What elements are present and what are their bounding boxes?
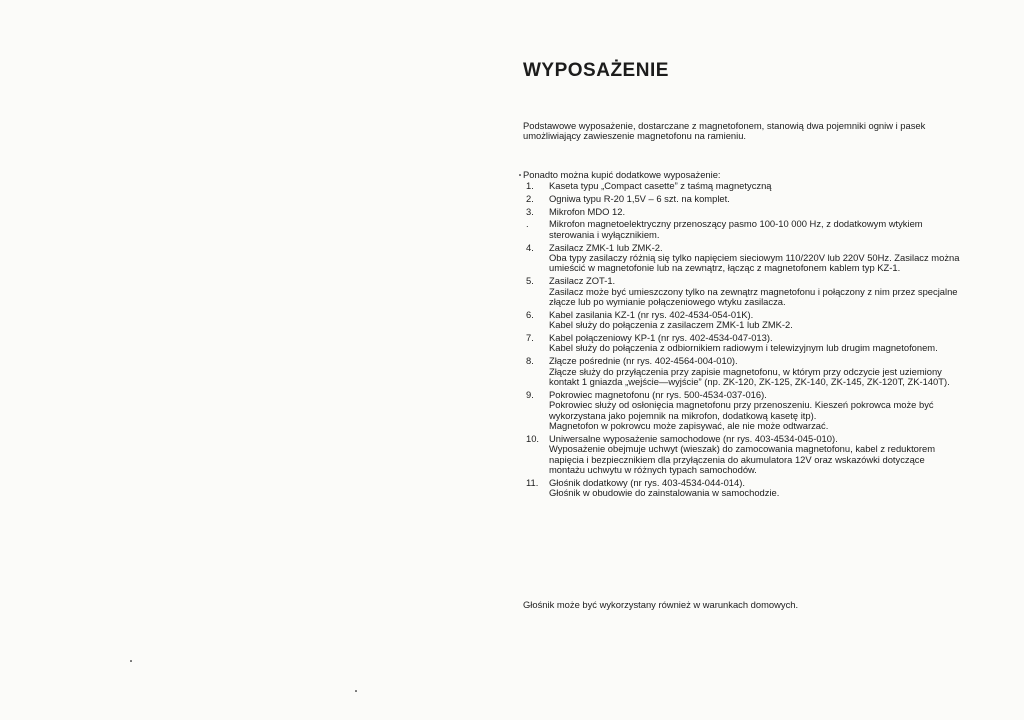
item-text: Złącze pośrednie (nr rys. 402-4564-004-010). Złącze służy do przyłączenia przy zapisie magnetofonu, w którym przy odczycie jest uziemiony kontakt 1 gniazda „wejście—wyjście” (np. ZK-120, ZK-125, ZK-140, ZK-145, ZK-120T, ZK-140T). [549,355,950,388]
item-number: 4. [526,241,534,253]
item-number: 3. [526,205,534,217]
item-number: 1. [526,180,534,191]
list-item [523,390,963,432]
page-title: WYPOSAŻENIE [523,60,669,81]
item-number: 9. [526,388,534,400]
item-text: Głośnik dodatkowy (nr rys. 403-4534-044-014). Głośnik w obudowie do zainstalowania w samochodzie. [549,476,780,499]
scan-speck [519,174,521,176]
list-item [523,434,963,476]
item-text: Pokrowiec magnetofonu (nr rys. 500-4534-037-016). Pokrowiec służy od osłonięcia magnetofonu przy przenoszeniu. Kieszeń pokrowca może być wykorzystana jako pojemnik na mikrofon, dodatkową kasetę itp). Magnetofon w pokrowcu może zapisywać, ale nie może odtwarzać. [549,388,934,432]
accessories-list [523,181,963,501]
item-number: 10. [526,432,540,444]
list-item [523,333,963,354]
scan-speck [355,690,357,692]
list-item [523,478,963,499]
lead-paragraph: Ponadto można kupić dodatkowe wyposażenie: [523,169,721,180]
list-item [523,243,963,274]
item-text: Zasilacz ZMK-1 lub ZMK-2. Oba typy zasilaczy różnią się tylko napięciem sieciowym 110/220V lub 220V 50Hz. Zasilacz można umieścić w magnetofonie lub na zewnątrz, łącząc z magnetofonem kablem typ KZ-1. [549,241,960,274]
item-number: 8. [526,355,534,367]
item-number: 7. [526,332,534,344]
list-item [523,194,963,204]
item-text: Kaseta typu „Compact casette” z taśmą magnetyczną [549,180,772,191]
item-text: Uniwersalne wyposażenie samochodowe (nr rys. 403-4534-045-010). Wyposażenie obejmuje uchwyt (wieszak) do zamocowania magnetofonu, kabel z reduktorem napięcia i bezpiecznikiem dla przyłączenia do akumulatora 12V oraz wskazówki dotyczące montażu uchwytu w różnych typach samochodów. [549,432,936,476]
closing-paragraph: Głośnik może być wykorzystany również w warunkach domowych. [523,599,799,610]
item-text: Zasilacz ZOT-1. Zasilacz może być umieszczony tylko na zewnątrz magnetofonu i połączony z nim przez specjalne złącze lub po wymianie połączeniowego wtyku zasilacza. [549,275,958,308]
item-text: Kabel połączeniowy KP-1 (nr rys. 402-4534-047-013). Kabel służy do połączenia z odbiornikiem radiowym i telewizyjnym lub drugim magnetofonem. [549,332,938,354]
list-item [523,219,963,240]
list-item [523,276,963,307]
item-number: . [526,218,529,230]
item-text: Ogniwa typu R-20 1,5V – 6 szt. na komplet. [549,192,730,204]
item-number: 5. [526,275,534,287]
item-text: Kabel zasilania KZ-1 (nr rys. 402-4534-054-01K). Kabel służy do połączenia z zasilaczem ZMK-1 lub ZMK-2. [549,308,793,331]
scan-speck [130,660,132,662]
item-text: Mikrofon magnetoelektryczny przenoszący pasmo 100-10 000 Hz, z dodatkowym wtykiem sterowania i wyłącznikiem. [549,218,923,240]
intro-paragraph: Podstawowe wyposażenie, dostarczane z magnetofonem, stanowią dwa pojemniki ogniw i pasek umożliwiający zawieszenie magnetofonu na ramieniu. [523,120,926,142]
item-text: Mikrofon MDO 12. [549,205,626,217]
item-number: 11. [526,476,539,488]
list-item [523,207,963,217]
item-number: 6. [526,308,534,320]
list-item [523,181,963,191]
list-item [523,356,963,387]
item-number: 2. [526,192,534,204]
list-item [523,310,963,331]
